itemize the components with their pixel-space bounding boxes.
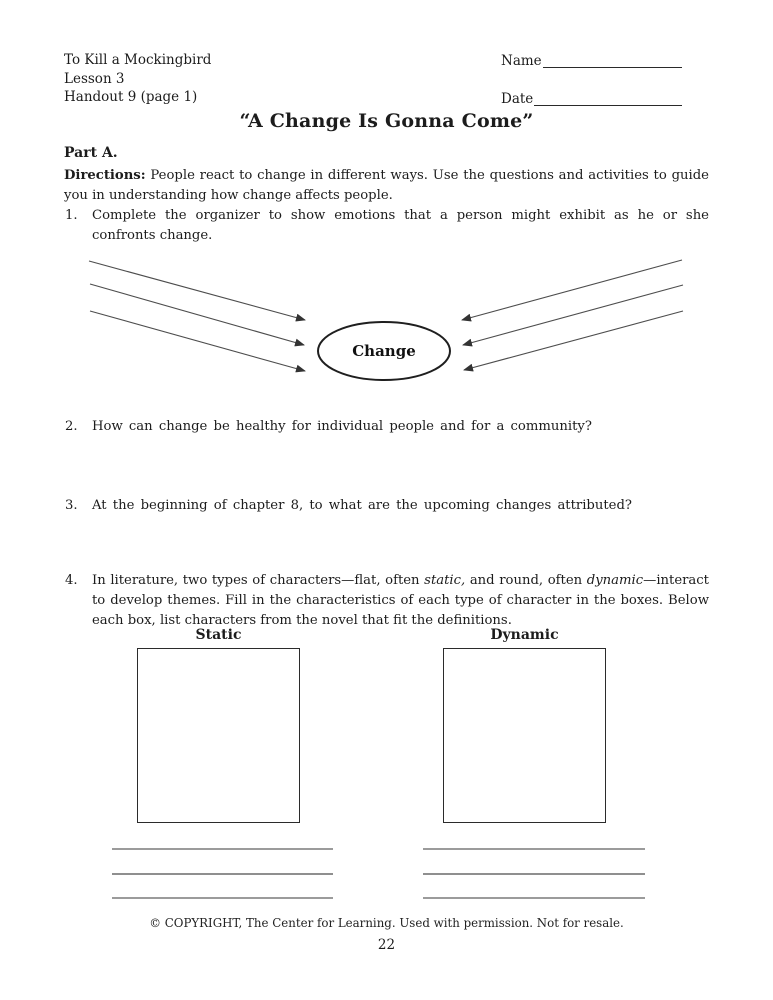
static-characteristics-box[interactable] <box>137 648 300 823</box>
static-answer-line-2[interactable] <box>112 873 333 875</box>
question-4-part: —interact to develop themes. Fill in the characteristics of each type of character in the boxes. Below each box, list characters from the novel that fit the definitions. <box>92 573 709 628</box>
static-box-label: Static <box>195 627 242 643</box>
question-4-part: In literature, two types of characters—flat, often <box>92 573 425 588</box>
header-left <box>64 51 211 107</box>
date-row <box>501 91 682 107</box>
change-organizer-diagram <box>57 248 717 403</box>
question-4 <box>64 571 709 631</box>
dynamic-answer-line-2[interactable] <box>423 873 645 875</box>
question-4-text <box>92 573 709 628</box>
left-arrow-1 <box>89 261 305 320</box>
static-answer-line-3[interactable] <box>112 897 333 899</box>
copyright-notice: © COPYRIGHT, The Center for Learning. Used with permission. Not for resale. <box>149 916 624 930</box>
directions-text: People react to change in different ways. Use the questions and activities to guide you in understanding how change affects people. <box>64 168 709 203</box>
part-label: Part A. <box>64 145 118 161</box>
question-2 <box>64 417 709 437</box>
right-arrow-3 <box>464 311 683 370</box>
date-blank[interactable] <box>534 91 682 106</box>
left-arrow-3 <box>90 311 305 371</box>
question-1 <box>64 206 709 246</box>
dynamic-box-label: Dynamic <box>490 627 559 643</box>
static-answer-line-1[interactable] <box>112 848 333 850</box>
question-1-number: 1. <box>65 208 78 223</box>
page-title: “A Change Is Gonna Come” <box>239 110 534 132</box>
left-arrow-2 <box>90 284 304 345</box>
dynamic-answer-line-3[interactable] <box>423 897 645 899</box>
page-number: 22 <box>377 937 396 953</box>
question-2-number: 2. <box>65 419 78 434</box>
question-1-text: Complete the organizer to show emotions that a person might exhibit as he or she confronts change. <box>92 208 709 243</box>
question-4-part: and round, often <box>465 573 587 588</box>
book-title: To Kill a Mockingbird <box>64 52 212 68</box>
question-3-number: 3. <box>65 498 78 513</box>
directions-label: Directions: <box>64 168 146 183</box>
dynamic-answer-line-1[interactable] <box>423 848 645 850</box>
date-label: Date <box>501 91 534 107</box>
italic-term-static: static, <box>424 573 466 588</box>
question-3-text: At the beginning of chapter 8, to what are the upcoming changes attributed? <box>92 498 632 513</box>
directions <box>64 166 709 205</box>
name-blank[interactable] <box>543 53 682 68</box>
handout-label: Handout 9 (page 1) <box>64 89 198 106</box>
lesson-label: Lesson 3 <box>64 70 125 87</box>
change-oval-label: Change <box>352 342 416 360</box>
right-arrow-2 <box>463 285 683 345</box>
question-3 <box>64 496 709 516</box>
name-row <box>501 53 682 69</box>
question-2-text: How can change be healthy for individual people and for a community? <box>92 419 592 434</box>
italic-term-dynamic: dynamic <box>586 573 644 588</box>
right-arrow-1 <box>462 260 682 320</box>
question-4-number: 4. <box>65 573 78 588</box>
name-label: Name <box>501 53 542 69</box>
dynamic-characteristics-box[interactable] <box>443 648 606 823</box>
